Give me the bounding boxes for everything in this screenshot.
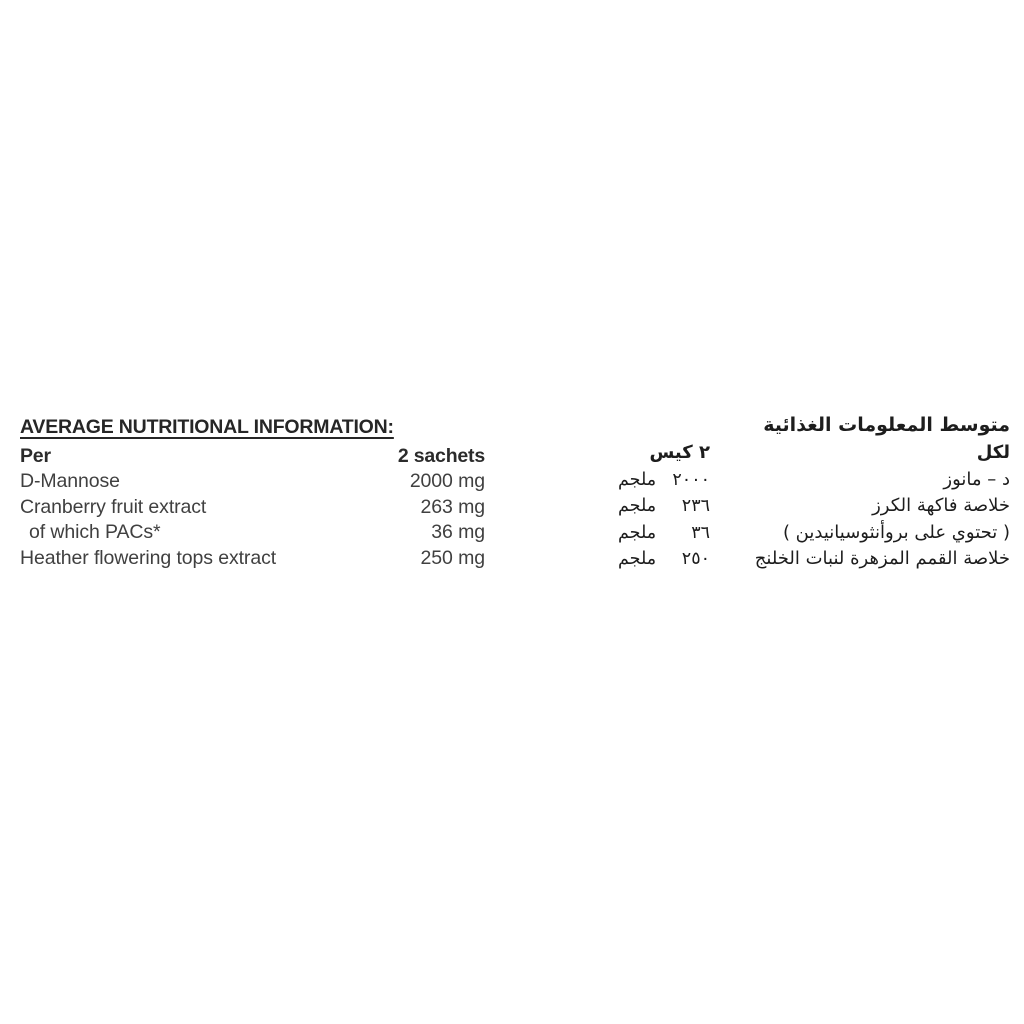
ingredient-amount: 36 mg — [431, 521, 485, 544]
header-amount-label-arabic: ٢ كيس — [649, 442, 710, 463]
table-row — [20, 520, 485, 545]
ingredient-name-arabic: د – مانوز — [943, 468, 1010, 490]
ingredient-name: Heather flowering tops extract — [20, 546, 277, 569]
table-header-row-arabic — [618, 440, 1010, 467]
table-header-row-english — [20, 444, 485, 469]
amount-unit-arabic: ملجم — [618, 496, 657, 517]
ingredient-name: of which PACs* — [29, 521, 161, 544]
table-title-arabic: متوسط المعلومات الغذائية — [763, 414, 1010, 436]
table-row — [618, 467, 1010, 494]
ingredient-amount: 2000 mg — [409, 470, 485, 493]
table-row — [20, 495, 485, 520]
table-row — [618, 520, 1010, 547]
ingredient-name-arabic: ( تحتوي على بروأنثوسيانيدين ) — [782, 521, 1010, 543]
table-row — [618, 493, 1010, 520]
table-row — [20, 546, 485, 571]
ingredient-amount-arabic — [618, 467, 710, 494]
nutrition-table-english — [20, 416, 485, 571]
ingredient-amount-arabic — [618, 546, 710, 573]
ingredient-name: D-Mannose — [20, 470, 120, 493]
amount-value-arabic: ٢٣٦ — [681, 496, 710, 517]
table-row — [618, 546, 1010, 573]
header-per-label: Per — [20, 445, 51, 467]
amount-value-arabic: ٣٦ — [691, 522, 710, 543]
header-amount-label: 2 sachets — [397, 445, 485, 467]
amount-unit-arabic: ملجم — [618, 549, 657, 570]
ingredient-name-arabic: خلاصة القمم المزهرة لنبات الخلنج — [754, 548, 1010, 570]
ingredient-name: Cranberry fruit extract — [20, 495, 207, 518]
ingredient-amount-arabic — [618, 520, 710, 547]
amount-unit-arabic: ملجم — [618, 469, 657, 490]
ingredient-amount: 263 mg — [420, 495, 485, 518]
amount-value-arabic: ٢٠٠٠ — [672, 469, 710, 490]
table-row — [20, 469, 485, 494]
amount-value-arabic: ٢٥٠ — [681, 549, 710, 570]
table-title-english: AVERAGE NUTRITIONAL INFORMATION: — [20, 416, 394, 438]
nutrition-table-arabic — [618, 410, 1010, 573]
ingredient-amount-arabic — [618, 493, 710, 520]
header-per-label-arabic: لكل — [976, 442, 1010, 463]
ingredient-name-arabic: خلاصة فاكهة الكرز — [872, 495, 1010, 517]
amount-unit-arabic: ملجم — [618, 522, 657, 543]
ingredient-amount: 250 mg — [420, 546, 485, 569]
